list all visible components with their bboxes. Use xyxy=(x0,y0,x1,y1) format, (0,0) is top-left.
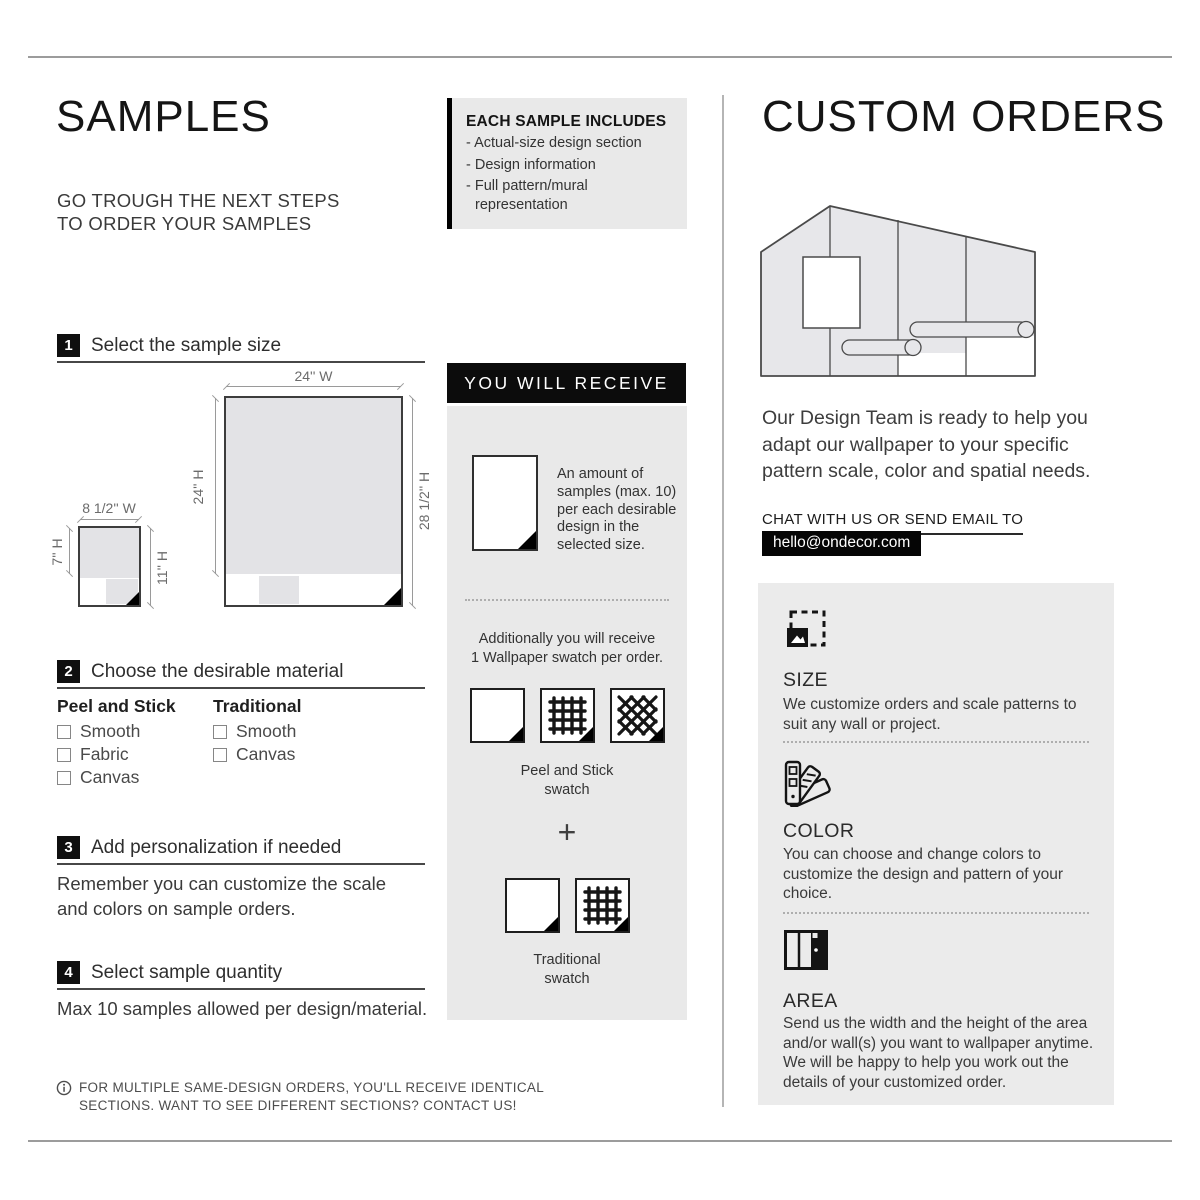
plain-swatch-icon xyxy=(505,878,560,933)
peel-swatch-label-line1: Peel and Stick xyxy=(520,763,614,779)
you-will-receive-panel xyxy=(447,406,687,1020)
traditional-swatch-label-line2: swatch xyxy=(544,971,590,987)
includes-item: - Design information xyxy=(466,156,680,175)
traditional-swatch-label-line1: Traditional xyxy=(533,952,601,968)
chat-with-us-label: CHAT WITH US OR SEND EMAIL TO xyxy=(762,511,1023,535)
traditional-title: Traditional xyxy=(213,696,302,716)
includes-item: - Actual-size design section xyxy=(466,134,680,153)
option-label: Canvas xyxy=(236,744,296,764)
custom-orders-panel xyxy=(758,583,1114,1105)
folded-corner-icon xyxy=(126,592,139,605)
folded-corner-icon xyxy=(509,727,523,741)
resize-image-icon xyxy=(782,607,828,653)
wall-panels-icon xyxy=(783,929,829,971)
each-sample-includes-box xyxy=(447,98,687,229)
peel-and-stick-title: Peel and Stick xyxy=(57,696,176,716)
small-sample-full-height-label: 11'' H xyxy=(154,551,170,585)
checkbox-option-peel-canvas[interactable] xyxy=(57,767,139,788)
plus-icon: + xyxy=(557,814,577,850)
option-label: Smooth xyxy=(80,721,141,741)
footnote-line1: FOR MULTIPLE SAME-DESIGN ORDERS, YOU'LL RECEIVE IDENTICAL xyxy=(79,1080,545,1095)
plain-swatch-icon xyxy=(470,688,525,743)
samples-title: SAMPLES xyxy=(56,92,271,141)
checkbox-icon[interactable] xyxy=(57,748,71,762)
large-sample-width-label: 24'' W xyxy=(294,368,333,384)
area-heading: AREA xyxy=(783,990,838,1012)
step-2-number: 2 xyxy=(57,660,80,683)
checkbox-icon[interactable] xyxy=(213,725,227,739)
footnote-line2: SECTIONS. WANT TO SEE DIFFERENT SECTIONS? CONTACT US! xyxy=(79,1097,517,1113)
large-sample-design-height-dimline xyxy=(215,398,216,574)
step-3-text-line1: Remember you can customize the scale xyxy=(57,873,387,894)
folded-corner-icon xyxy=(544,917,558,931)
step-3-label: Add personalization if needed xyxy=(91,836,342,858)
step-3-number: 3 xyxy=(57,836,80,859)
step-1-header xyxy=(57,334,425,363)
checkbox-icon[interactable] xyxy=(213,748,227,762)
small-sample-diagram xyxy=(78,526,141,607)
includes-item: - Full pattern/mural representation xyxy=(466,177,680,214)
includes-title: EACH SAMPLE INCLUDES xyxy=(466,113,667,130)
large-sample-width-dimline xyxy=(226,386,401,387)
folded-corner-icon xyxy=(579,727,593,741)
checkbox-option-peel-fabric[interactable] xyxy=(57,744,129,765)
step-4-label: Select sample quantity xyxy=(91,961,283,983)
samples-subtitle-line2: TO ORDER YOUR SAMPLES xyxy=(57,213,312,234)
step-4-number: 4 xyxy=(57,961,80,984)
email-link[interactable]: hello@ondecor.com xyxy=(762,531,921,556)
size-heading: SIZE xyxy=(783,669,828,691)
column-divider xyxy=(722,95,724,1107)
step-1-label: Select the sample size xyxy=(91,334,282,356)
dotted-divider xyxy=(783,741,1089,743)
checkbox-option-trad-canvas[interactable] xyxy=(213,744,295,765)
footnote xyxy=(56,1079,544,1114)
option-label: Canvas xyxy=(80,767,140,787)
traditional-swatch-row xyxy=(505,878,630,933)
bottom-divider xyxy=(28,1140,1172,1142)
large-sample-diagram xyxy=(224,396,403,607)
color-heading: COLOR xyxy=(783,820,855,842)
size-text: We customize orders and scale patterns to suit any wall or project. xyxy=(783,696,1077,733)
checkbox-option-trad-smooth[interactable] xyxy=(213,721,296,742)
area-text: Send us the width and the height of the area and/or wall(s) you want to wallpaper anytime. We will be happy to help you work out the details of your customized order. xyxy=(783,1015,1094,1091)
large-sample-full-height-label: 28 1/2'' H xyxy=(416,471,432,531)
wallpapered-wall-illustration xyxy=(757,196,1047,388)
small-sample-width-dimline xyxy=(80,519,139,520)
large-sample-inner-square xyxy=(259,576,299,604)
large-sample-full-height-dimline xyxy=(412,398,413,606)
samples-subtitle-line1: GO TROUGH THE NEXT STEPS xyxy=(57,190,340,211)
small-sample-full-height-dimline xyxy=(150,528,151,606)
large-sample-white-strip xyxy=(226,574,401,605)
dotted-divider xyxy=(465,599,669,601)
color-swatches-icon xyxy=(783,759,833,807)
step-1-number: 1 xyxy=(57,334,80,357)
small-sample-design-height-dimline xyxy=(69,528,70,574)
small-sample-design-height-label: 7'' H xyxy=(49,538,65,566)
folded-corner-icon xyxy=(384,588,401,605)
step-2-header xyxy=(57,660,425,689)
folded-corner-icon xyxy=(614,917,628,931)
dotted-divider xyxy=(783,912,1089,914)
crosshatch-swatch-icon xyxy=(610,688,665,743)
grid-swatch-icon xyxy=(540,688,595,743)
additional-text-line1: Additionally you will receive xyxy=(478,631,656,647)
checkbox-option-peel-smooth[interactable] xyxy=(57,721,140,742)
folded-corner-icon xyxy=(518,531,536,549)
checkbox-icon[interactable] xyxy=(57,771,71,785)
info-icon xyxy=(56,1080,72,1096)
custom-orders-title: CUSTOM ORDERS xyxy=(762,92,1166,141)
samples-amount-text: An amount of samples (max. 10) per each desirable design in the selected size. xyxy=(557,466,677,554)
color-text: You can choose and change colors to customize the design and pattern of your choice. xyxy=(783,846,1064,902)
small-sample-width-label: 8 1/2'' W xyxy=(82,500,136,516)
large-sample-design-height-label: 24'' H xyxy=(190,469,206,505)
option-label: Fabric xyxy=(80,744,129,764)
step-4-header xyxy=(57,961,425,990)
grid-swatch-icon xyxy=(575,878,630,933)
step-4-text: Max 10 samples allowed per design/material. xyxy=(57,998,428,1019)
peel-swatch-label-line2: swatch xyxy=(544,782,590,798)
additional-text-line2: 1 Wallpaper swatch per order. xyxy=(470,650,664,666)
top-divider xyxy=(28,56,1172,58)
peel-swatch-row xyxy=(470,688,665,743)
you-will-receive-header: YOU WILL RECEIVE xyxy=(447,363,686,403)
step-3-header xyxy=(57,836,425,865)
design-team-intro: Our Design Team is ready to help you adapt our wallpaper to your specific pattern scale, color and spatial needs. xyxy=(762,407,1091,482)
sample-sheet-icon xyxy=(472,455,538,551)
step-2-label: Choose the desirable material xyxy=(91,660,344,682)
step-3-text-line2: and colors on sample orders. xyxy=(57,898,296,919)
option-label: Smooth xyxy=(236,721,297,741)
checkbox-icon[interactable] xyxy=(57,725,71,739)
folded-corner-icon xyxy=(649,727,663,741)
